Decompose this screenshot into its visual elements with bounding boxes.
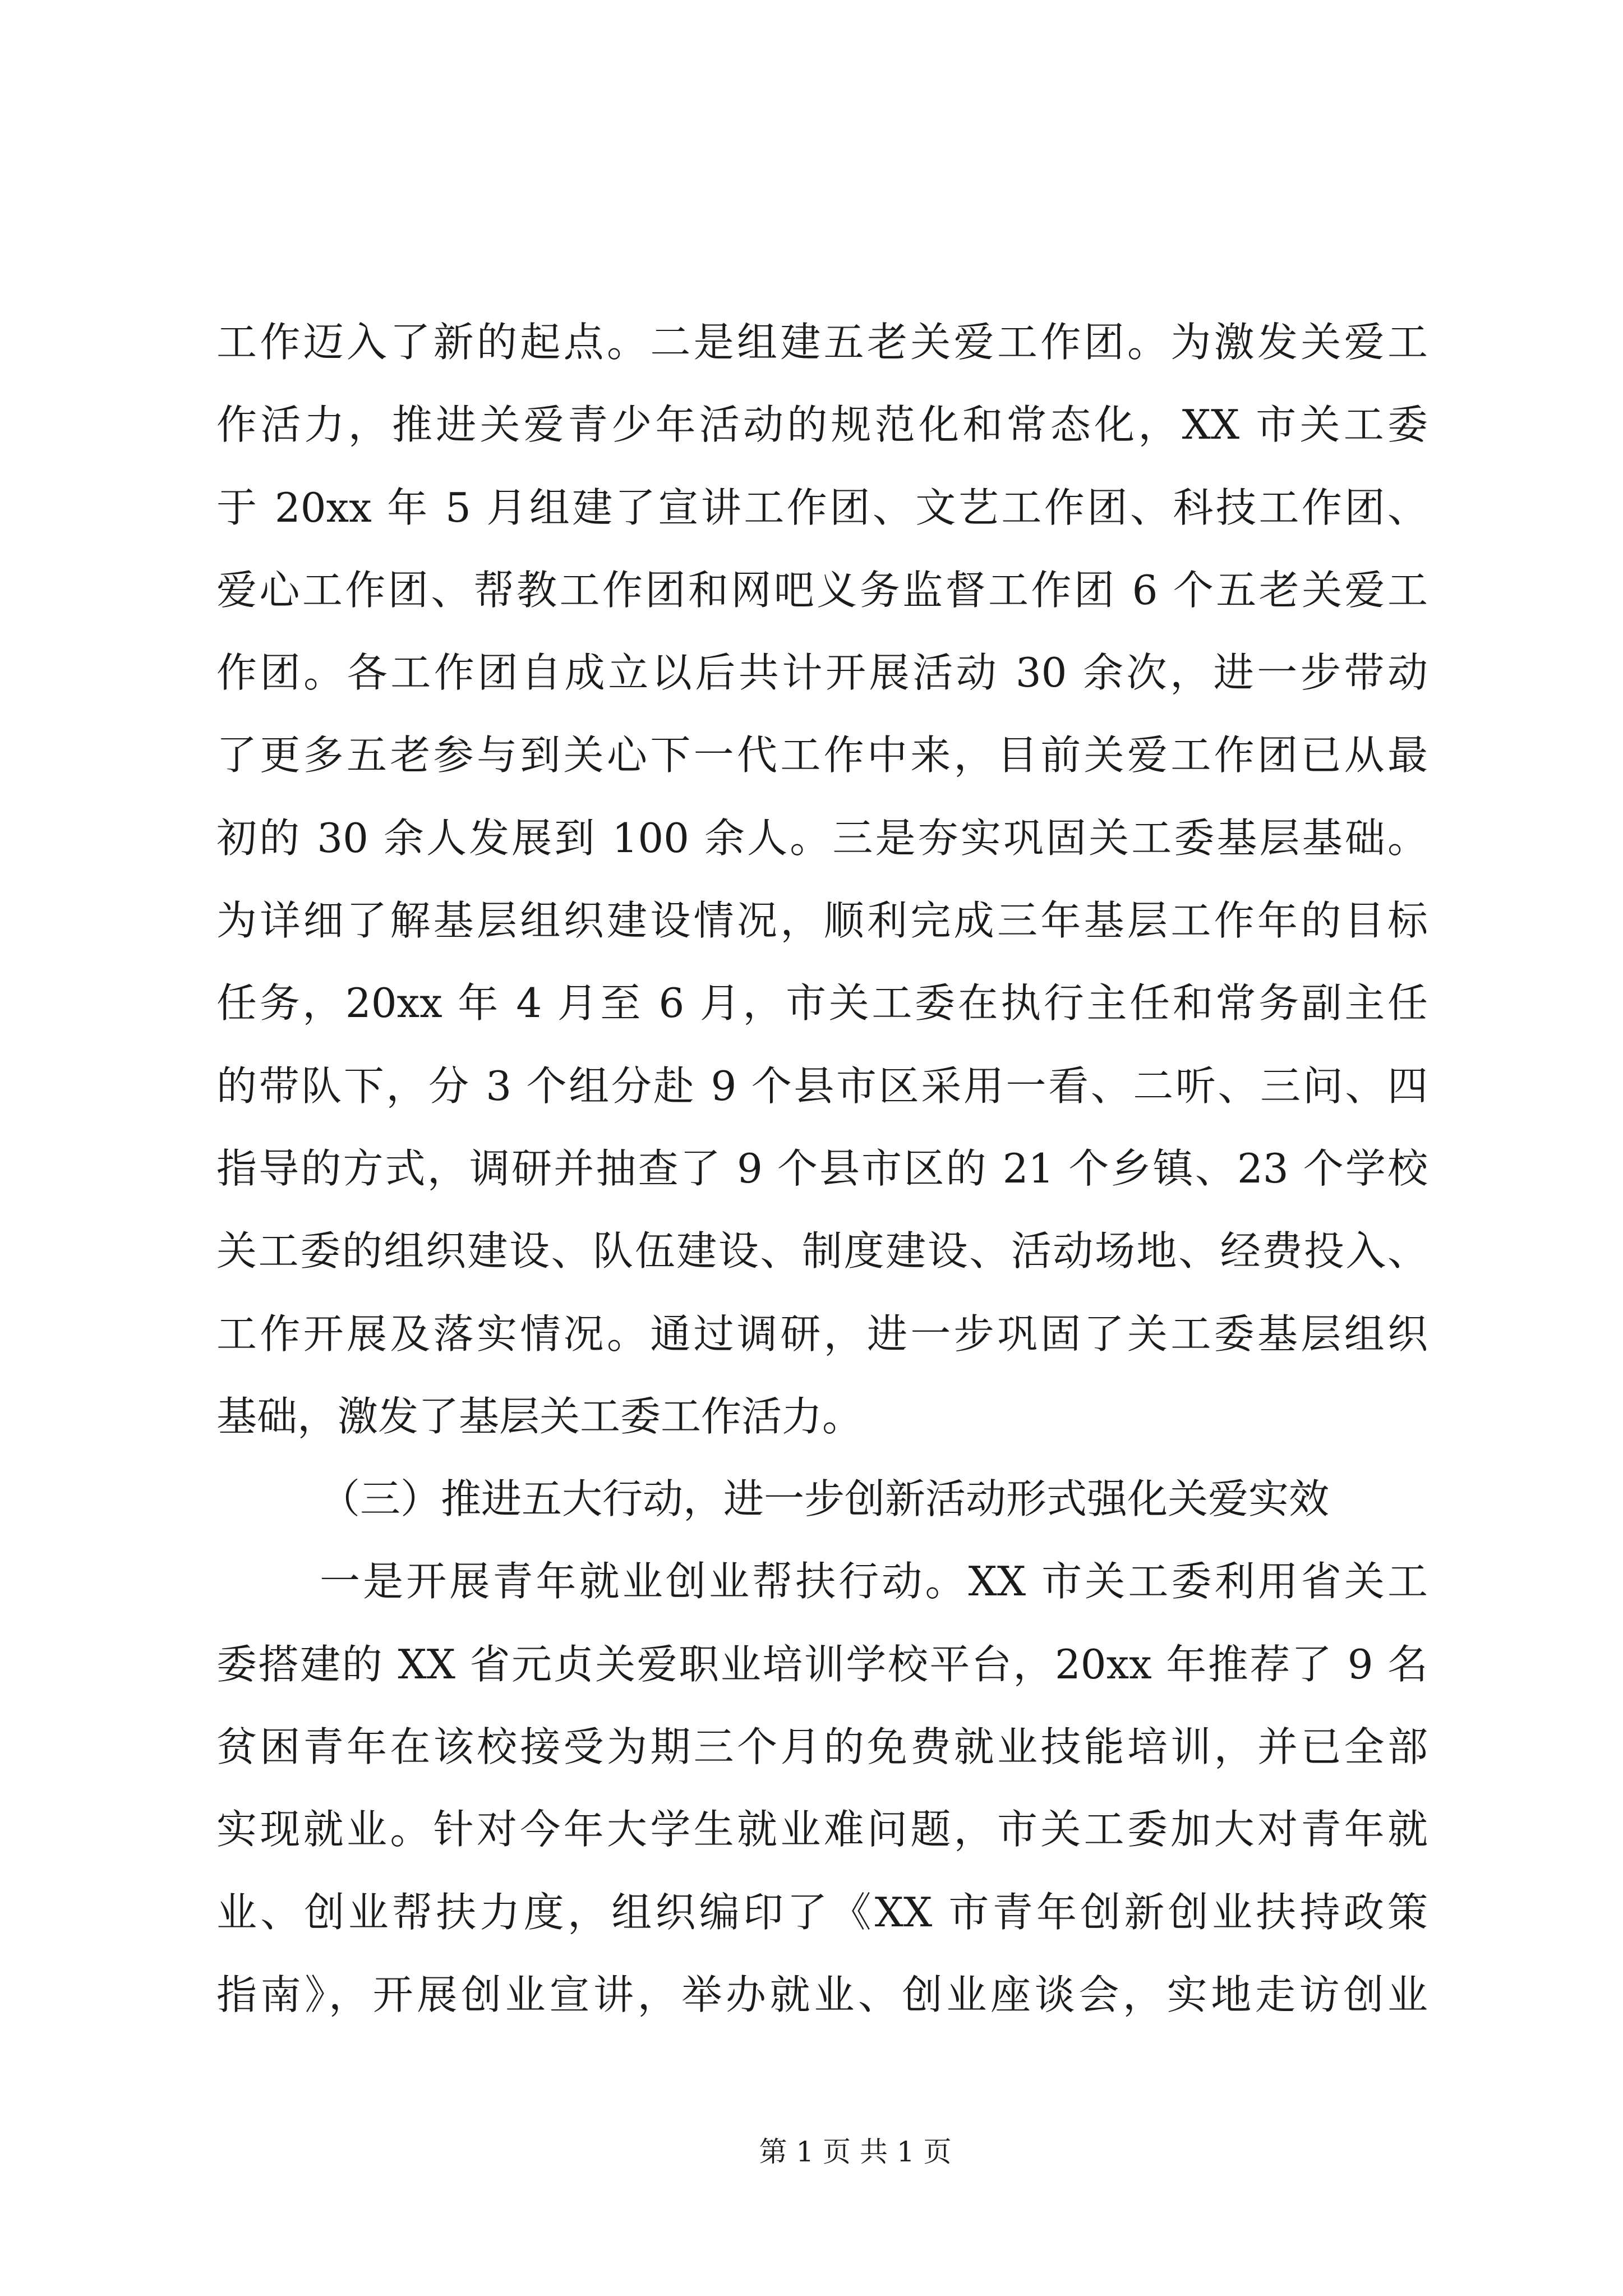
text-line: 的带队下，分 3 个组分赴 9 个县市区采用一看、二听、三问、四 xyxy=(216,1062,1428,1110)
text-line: 初的 30 余人发展到 100 余人。三是夯实巩固关工委基层基础。 xyxy=(216,814,1428,862)
text-line: 关工委的组织建设、队伍建设、制度建设、活动场地、经费投入、 xyxy=(216,1227,1428,1275)
text-line: 任务，20xx 年 4 月至 6 月，市关工委在执行主任和常务副主任 xyxy=(216,979,1428,1027)
text-line: 委搭建的 XX 省元贞关爱职业培训学校平台，20xx 年推荐了 9 名 xyxy=(216,1640,1428,1688)
text-line: 业、创业帮扶力度，组织编印了《XX 市青年创新创业扶持政策 xyxy=(216,1888,1428,1936)
text-line: 工作迈入了新的起点。二是组建五老关爱工作团。为激发关爱工 xyxy=(216,319,1428,366)
text-line: 指南》，开展创业宣讲，举办就业、创业座谈会，实地走访创业 xyxy=(216,1971,1428,2018)
paragraph-2 xyxy=(216,1540,1428,2036)
text-line: 贫困青年在该校接受为期三个月的免费就业技能培训，并已全部 xyxy=(216,1723,1428,1771)
text-line: 工作开展及落实情况。通过调研，进一步巩固了关工委基层组织 xyxy=(216,1310,1428,1358)
text-line: 为详细了解基层组织建设情况，顺利完成三年基层工作年的目标 xyxy=(216,897,1428,945)
text-line: 了更多五老参与到关心下一代工作中来，目前关爱工作团已从最 xyxy=(216,731,1428,779)
section-heading: （三）推进五大行动，进一步创新活动形式强化关爱实效 xyxy=(320,1475,1330,1523)
text-line: 作团。各工作团自成立以后共计开展活动 30 余次，进一步带动 xyxy=(216,649,1428,697)
text-line: 爱心工作团、帮教工作团和网吧义务监督工作团 6 个五老关爱工 xyxy=(216,566,1428,614)
document-body xyxy=(216,301,1428,2036)
text-line: 作活力，推进关爱青少年活动的规范化和常态化，XX 市关工委 xyxy=(216,401,1428,449)
text-line: 一是开展青年就业创业帮扶行动。XX 市关工委利用省关工 xyxy=(320,1558,1428,1605)
text-line: 于 20xx 年 5 月组建了宣讲工作团、文艺工作团、科技工作团、 xyxy=(216,484,1428,531)
paragraph-1 xyxy=(216,301,1428,1458)
page-number-footer: 第 1 页 共 1 页 xyxy=(759,2136,952,2168)
text-line: 基础，激发了基层关工委工作活力。 xyxy=(216,1392,863,1440)
text-line: 指导的方式，调研并抽查了 9 个县市区的 21 个乡镇、23 个学校 xyxy=(216,1144,1428,1192)
text-line: 实现就业。针对今年大学生就业难问题，市关工委加大对青年就 xyxy=(216,1806,1428,1853)
